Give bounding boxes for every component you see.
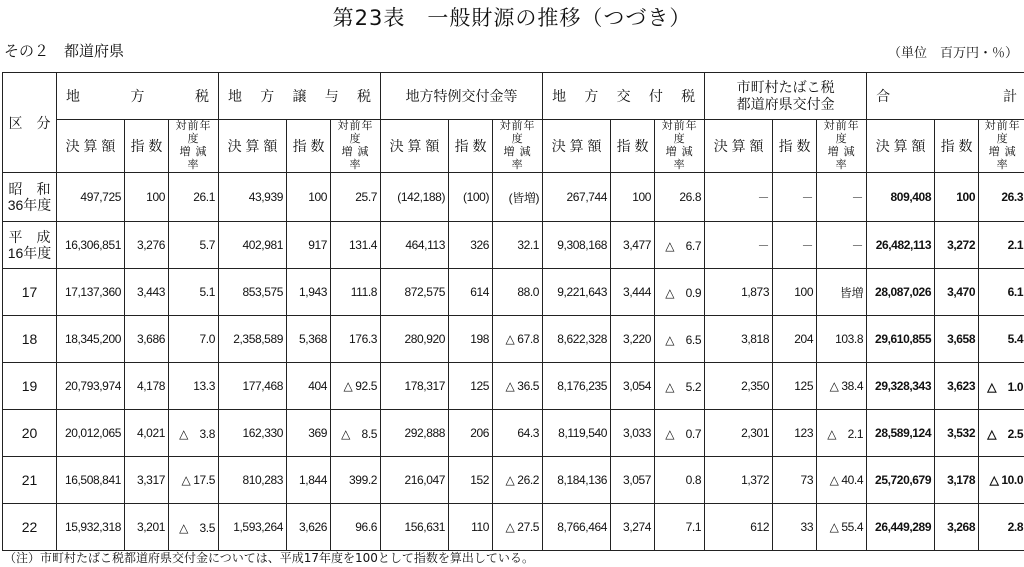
table-cell: 810,283 — [219, 457, 287, 504]
table-cell: 20,793,974 — [57, 363, 125, 410]
table-subtitle: その２ 都道府県 — [4, 42, 125, 60]
row-label: 22 — [3, 504, 57, 551]
table-cell: 3,054 — [611, 363, 655, 410]
table-row — [3, 222, 1024, 269]
table-cell: － — [705, 173, 773, 222]
table-cell: 125 — [449, 363, 493, 410]
footnote: （注）市町村たばこ税都道府県交付金については、平成17年度を100として指数を算出している。 — [4, 551, 534, 565]
table-cell: 3,470 — [935, 269, 979, 316]
table-cell: 809,408 — [867, 173, 935, 222]
table-cell: 3,532 — [935, 410, 979, 457]
table-cell: 100 — [773, 269, 817, 316]
table-cell: 13.3 — [169, 363, 219, 410]
table-cell: 3,272 — [935, 222, 979, 269]
index-header: 指 数 — [773, 120, 817, 173]
table-cell: 2.1 — [979, 222, 1024, 269]
row-label: 20 — [3, 410, 57, 457]
table-cell: 3,274 — [611, 504, 655, 551]
table-cell: △ 8.5 — [331, 410, 381, 457]
table-cell: △ 40.4 — [817, 457, 867, 504]
table-cell: 131.4 — [331, 222, 381, 269]
table-cell: 280,920 — [381, 316, 449, 363]
table-cell: － — [817, 222, 867, 269]
table-cell: 3,626 — [287, 504, 331, 551]
table-cell: △ 3.5 — [169, 504, 219, 551]
index-header: 指 数 — [449, 120, 493, 173]
table-cell: 369 — [287, 410, 331, 457]
table-cell: 3,268 — [935, 504, 979, 551]
table-cell: 29,610,855 — [867, 316, 935, 363]
table-cell: 3,220 — [611, 316, 655, 363]
table-cell: 5.1 — [169, 269, 219, 316]
table-cell: － — [773, 173, 817, 222]
table-cell: 2.8 — [979, 504, 1024, 551]
table-cell: △ 0.7 — [655, 410, 705, 457]
table-cell: 26,482,113 — [867, 222, 935, 269]
table-cell: △ 38.4 — [817, 363, 867, 410]
table-cell: 3,317 — [125, 457, 169, 504]
table-cell: 100 — [611, 173, 655, 222]
table-cell: 64.3 — [493, 410, 543, 457]
table-cell: 3,443 — [125, 269, 169, 316]
table-cell: 8,622,328 — [543, 316, 611, 363]
row-label: 21 — [3, 457, 57, 504]
table-cell: 1,943 — [287, 269, 331, 316]
table-cell: △ 36.5 — [493, 363, 543, 410]
table-cell: 3,623 — [935, 363, 979, 410]
table-cell: 43,939 — [219, 173, 287, 222]
row-label: 平 成 16年度 — [3, 222, 57, 269]
table-cell: 6.1 — [979, 269, 1024, 316]
amount-header: 決 算 額 — [867, 120, 935, 173]
table-cell: 5,368 — [287, 316, 331, 363]
table-cell: 404 — [287, 363, 331, 410]
table-title: 第23表 一般財源の推移（つづき） — [332, 6, 692, 30]
table-cell: 28,087,026 — [867, 269, 935, 316]
table-cell: 853,575 — [219, 269, 287, 316]
table-row — [3, 410, 1024, 457]
table-cell: 123 — [773, 410, 817, 457]
table-cell: 103.8 — [817, 316, 867, 363]
table-cell: － — [705, 222, 773, 269]
table-cell: 614 — [449, 269, 493, 316]
table-cell: △ 17.5 — [169, 457, 219, 504]
table-cell: 3,033 — [611, 410, 655, 457]
rate-header: 対前年度 増 減 率 — [169, 120, 219, 173]
table-cell: 28,589,124 — [867, 410, 935, 457]
table-cell: 4,178 — [125, 363, 169, 410]
table-cell: 8,766,464 — [543, 504, 611, 551]
table-cell: 25,720,679 — [867, 457, 935, 504]
table-cell: 8,176,235 — [543, 363, 611, 410]
table-cell: △ 6.7 — [655, 222, 705, 269]
table-cell: △ 67.8 — [493, 316, 543, 363]
rate-header: 対前年度 増 減 率 — [979, 120, 1024, 173]
table-cell: △ 6.5 — [655, 316, 705, 363]
table-cell: 198 — [449, 316, 493, 363]
table-cell: 1,844 — [287, 457, 331, 504]
table-cell: － — [773, 222, 817, 269]
group-header: 地 方 交 付 税 — [543, 73, 705, 120]
rate-header: 対前年度 増 減 率 — [331, 120, 381, 173]
table-cell: 16,306,851 — [57, 222, 125, 269]
group-header: 市町村たばこ税 都道府県交付金 — [705, 73, 867, 120]
table-cell: 125 — [773, 363, 817, 410]
table-cell: 88.0 — [493, 269, 543, 316]
table-cell: 26.1 — [169, 173, 219, 222]
table-cell: (142,188) — [381, 173, 449, 222]
table-cell: 3,444 — [611, 269, 655, 316]
table-cell: △ 10.0 — [979, 457, 1024, 504]
table-cell: 20,012,065 — [57, 410, 125, 457]
group-header: 合 計 — [867, 73, 1024, 120]
table-row — [3, 173, 1024, 222]
table-cell: 399.2 — [331, 457, 381, 504]
table-row — [3, 269, 1024, 316]
table-cell: 3,201 — [125, 504, 169, 551]
table-cell: △ 26.2 — [493, 457, 543, 504]
table-cell: 25.7 — [331, 173, 381, 222]
row-label: 17 — [3, 269, 57, 316]
table-cell: 612 — [705, 504, 773, 551]
table-cell: 2,358,589 — [219, 316, 287, 363]
table-cell: 73 — [773, 457, 817, 504]
table-cell: 5.7 — [169, 222, 219, 269]
index-header: 指 数 — [287, 120, 331, 173]
general-revenue-table — [2, 72, 1024, 551]
table-cell: 162,330 — [219, 410, 287, 457]
table-cell: 178,317 — [381, 363, 449, 410]
table-cell: － — [817, 173, 867, 222]
table-cell: 8,119,540 — [543, 410, 611, 457]
table-cell: △ 1.0 — [979, 363, 1024, 410]
table-cell: 4,021 — [125, 410, 169, 457]
index-header: 指 数 — [935, 120, 979, 173]
table-cell: 872,575 — [381, 269, 449, 316]
table-cell: 292,888 — [381, 410, 449, 457]
table-cell: 326 — [449, 222, 493, 269]
table-cell: 110 — [449, 504, 493, 551]
table-cell: 402,981 — [219, 222, 287, 269]
table-cell: 177,468 — [219, 363, 287, 410]
group-header: 地 方 税 — [57, 73, 219, 120]
table-cell: 100 — [125, 173, 169, 222]
table-cell: 17,137,360 — [57, 269, 125, 316]
amount-header: 決 算 額 — [381, 120, 449, 173]
index-header: 指 数 — [125, 120, 169, 173]
table-cell: 2,301 — [705, 410, 773, 457]
table-cell: 204 — [773, 316, 817, 363]
table-cell: 176.3 — [331, 316, 381, 363]
table-cell: 5.4 — [979, 316, 1024, 363]
table-cell: 9,221,643 — [543, 269, 611, 316]
table-cell: 2,350 — [705, 363, 773, 410]
table-cell: 497,725 — [57, 173, 125, 222]
row-label: 18 — [3, 316, 57, 363]
table-cell: (100) — [449, 173, 493, 222]
table-cell: 267,744 — [543, 173, 611, 222]
table-cell: 917 — [287, 222, 331, 269]
amount-header: 決 算 額 — [219, 120, 287, 173]
unit-label: （単位 百万円・％） — [887, 46, 1018, 61]
table-cell: 216,047 — [381, 457, 449, 504]
table-row — [3, 504, 1024, 551]
table-cell: 96.6 — [331, 504, 381, 551]
table-cell: 9,308,168 — [543, 222, 611, 269]
table-cell: △ 0.9 — [655, 269, 705, 316]
group-header: 地 方 譲 与 税 — [219, 73, 381, 120]
rate-header: 対前年度 増 減 率 — [655, 120, 705, 173]
rate-header: 対前年度 増 減 率 — [493, 120, 543, 173]
table-cell: 15,932,318 — [57, 504, 125, 551]
table-cell: 3,477 — [611, 222, 655, 269]
table-cell: 16,508,841 — [57, 457, 125, 504]
table-cell: 206 — [449, 410, 493, 457]
table-cell: 3,658 — [935, 316, 979, 363]
table-cell: △ 5.2 — [655, 363, 705, 410]
table-cell: 26.3 — [979, 173, 1024, 222]
table-cell: 29,328,343 — [867, 363, 935, 410]
table-cell: 100 — [287, 173, 331, 222]
table-cell: 18,345,200 — [57, 316, 125, 363]
table-cell: △ 3.8 — [169, 410, 219, 457]
table-row — [3, 316, 1024, 363]
table-row — [3, 457, 1024, 504]
table-cell: 100 — [935, 173, 979, 222]
table-cell: 156,631 — [381, 504, 449, 551]
rate-header: 対前年度 増 減 率 — [817, 120, 867, 173]
table-cell: 3,057 — [611, 457, 655, 504]
table-cell: 3,686 — [125, 316, 169, 363]
table-cell: 3,178 — [935, 457, 979, 504]
amount-header: 決 算 額 — [57, 120, 125, 173]
table-cell: △ 27.5 — [493, 504, 543, 551]
table-cell: 111.8 — [331, 269, 381, 316]
table-cell: △ 55.4 — [817, 504, 867, 551]
index-header: 指 数 — [611, 120, 655, 173]
table-cell: 26,449,289 — [867, 504, 935, 551]
table-cell: 0.8 — [655, 457, 705, 504]
table-cell: 1,593,264 — [219, 504, 287, 551]
amount-header: 決 算 額 — [543, 120, 611, 173]
amount-header: 決 算 額 — [705, 120, 773, 173]
table-cell: △ 92.5 — [331, 363, 381, 410]
table-cell: 8,184,136 — [543, 457, 611, 504]
table-cell: 7.0 — [169, 316, 219, 363]
table-cell: 皆増 — [817, 269, 867, 316]
table-cell: 1,873 — [705, 269, 773, 316]
table-cell: 3,818 — [705, 316, 773, 363]
table-cell: △ 2.1 — [817, 410, 867, 457]
table-row — [3, 363, 1024, 410]
table-cell: 1,372 — [705, 457, 773, 504]
kubun-header: 区 分 — [3, 73, 57, 173]
table-cell: (皆増) — [493, 173, 543, 222]
table-cell: 152 — [449, 457, 493, 504]
table-cell: △ 2.5 — [979, 410, 1024, 457]
table-cell: 464,113 — [381, 222, 449, 269]
table-cell: 33 — [773, 504, 817, 551]
group-header: 地方特例交付金等 — [381, 73, 543, 120]
table-cell: 7.1 — [655, 504, 705, 551]
table-cell: 26.8 — [655, 173, 705, 222]
row-label: 19 — [3, 363, 57, 410]
table-cell: 32.1 — [493, 222, 543, 269]
table-cell: 3,276 — [125, 222, 169, 269]
row-label: 昭 和 36年度 — [3, 173, 57, 222]
